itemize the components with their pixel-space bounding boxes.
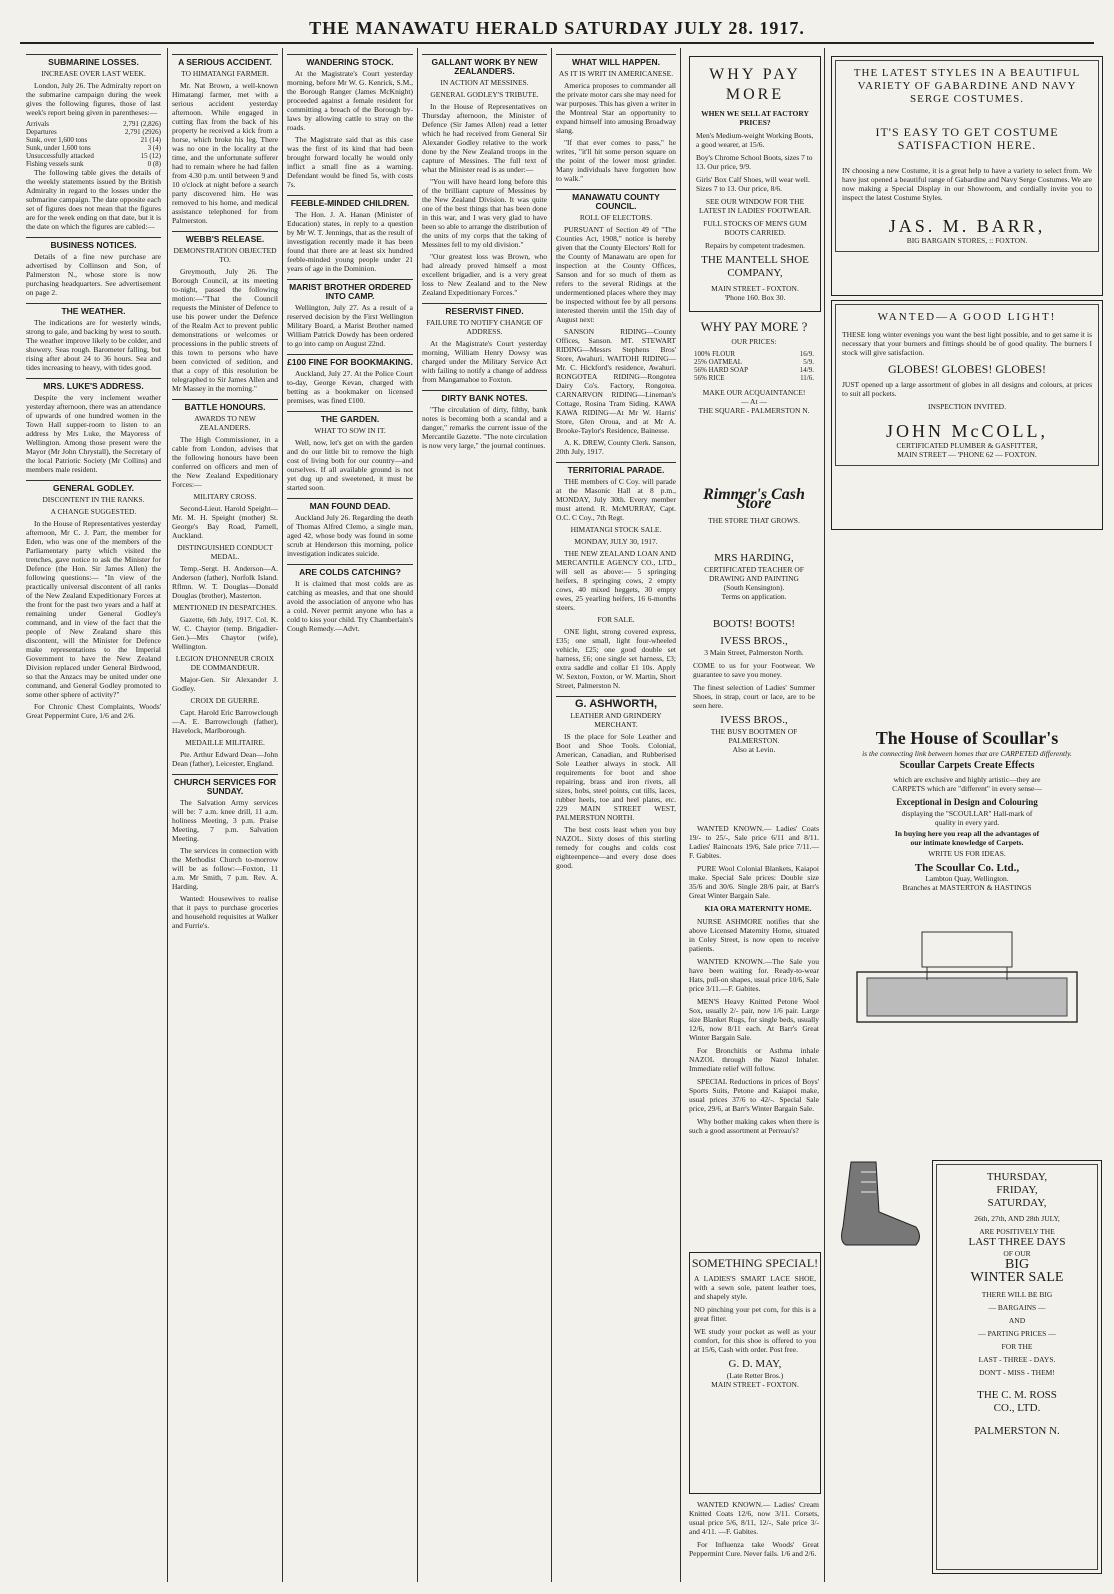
headline: DIRTY BANK NOTES.	[422, 390, 547, 403]
ivess-bros-ad: BOOTS! BOOTS! IVESS BROS., 3 Main Street, Palmerston North. COME to us for your Footwear. We guarantee to save you money. The finest selection of Ladies' Summer Shoes, in strap, court or lace, are to be seen here. IVESS BROS., THE BUSY BOOTMEN OF PALMERSTON. Also at Levin.	[693, 618, 815, 754]
article-text: Mr. Nat Brown, a well-known Himatangi farmer, met with a serious accident yesterday afternoon. While engaged in cutting flax from the back of his property he received a kick from a horse, which broke his leg. There was no one in the locality at the time, and the unfortunate sufferer had to remain where he had fallen from 4.30 p.m. until between 9 and 10 o'clock at night before a search party discovered him. He was removed to his home, and medical assistance telephoned for from Palmerston.	[172, 81, 278, 225]
subhead: IN ACTION AT MESSINES.	[440, 78, 529, 87]
subhead: AS IT IS WRIT IN AMERICANESE.	[558, 69, 674, 78]
headline: SUBMARINE LOSSES.	[26, 54, 161, 67]
classified-ads	[689, 824, 819, 1244]
headline: A SERIOUS ACCIDENT.	[172, 54, 278, 67]
article-text: ONE light, strong covered express, £35; one small, light four-wheeled vehicle, £25; one good double set harness, £6; one single set harness, £3; extra saddle and collar £1 10s. Apply W. Sexton, Foxton, or W. Martin, Short Street, Palmerston N.	[556, 627, 676, 690]
headline: CHURCH SERVICES FOR SUNDAY.	[172, 774, 278, 796]
mrs-harding-ad: MRS HARDING, CERTIFICATED TEACHER OF DRAWING AND PAINTING (South Kensington). Terms on application.	[704, 552, 804, 601]
article-text: THE members of C Coy. will parade at the Masonic Hall at 8 p.m., MONDAY, July 30th. Every member must attend. R. McMURRAY, Capt. O.C. C Coy., 7th Regt.	[556, 477, 676, 522]
article-text: Pte. Arthur Edward Dean—John Dean (father), Leicester, England.	[172, 750, 278, 768]
headline: MRS. LUKE'S ADDRESS.	[26, 378, 161, 391]
article-text: The best costs least when you buy NAZOL. Sixty doses of this sterling remedy for coughs and colds cost eighteenpence—and every dose does good.	[556, 825, 676, 870]
table-row: 56% RICE 11/6.	[694, 374, 814, 382]
article-text: THE NEW ZEALAND LOAN AND MERCANTILE AGENCY CO., LTD., will sell as above:— 5 springing heifers, 8 springing cows, 2 empty cows, 40 mixed heggets, 30 empty ewes, 25 yearling heifers, 16 6-months steers.	[556, 549, 676, 612]
subhead: MONDAY, JULY 30, 1917.	[574, 537, 658, 546]
headline: £100 FINE FOR BOOKMAKING.	[287, 354, 413, 367]
classified: MEN'S Heavy Knitted Petone Wool Sox, usually 2/- pair, now 1/6 pair. Large size Blanket Rugs, for single beds, usually 12/6, now 8/11 each. At Barr's Great Winter Bargain Sale.	[689, 997, 819, 1042]
table-row: Unsuccessfully attacked 15 (12)	[26, 152, 161, 160]
classified: WANTED KNOWN.— Ladies' Coats 19/- to 25/-, Sale price 6/11 and 8/11. Ladies' Raincoats 19/6, Sale price 7/11.—F. Gabites.	[689, 824, 819, 860]
article-text: In the House of Representatives yesterday afternoon, Mr C. J. Parr, the member for Eden, who was one of the members of the Parliamentary party which visited the trenches, gave notice to ask the Minister for Defence (the Hon. Sir James Allen) the following questions:— "In view of the practically universal discontent of all ranks of the New Zealand Expeditionary Forces at the front for the past two years and a half at remaining under General Godley's command, and in view of the fact that the people of New Zealand share this discontent, will the Minister for Defence make representations to the Imperial Government to have the New Zealand Division replaced under General Birdwood, so that the Anzacs may be united under one command, and General Godley promoted to some other sphere of activity?"	[26, 519, 161, 699]
article-text: At the Magistrate's Court yesterday morning, before Mr W. G. Kenrick, S.M., the Borough Ranger (James McKnight) proceeded against a female resident for committing a breach of the Borough by-laws by allowing cattle to stray on the roads.	[287, 69, 413, 132]
why-pay-more-ad: WHY PAY MORE ? OUR PRICES: 100% FLOUR 16/9. 25% OATMEAL 5/9. 56% HARD SOAP 14/9. 56% RICE 11/6. MAKE OUR ACQUAINTANCE! — At — THE SQUARE - PALMERSTON N.	[694, 319, 814, 415]
classified: SPECIAL Reductions in prices of Boys' Sports Suits, Petone and Kaiapoi make, usual prices 37/6 to 42/-. Special Sale price, 29/6, at Barr's Winter Bargain Sale.	[689, 1077, 819, 1113]
table-row: 100% FLOUR 16/9.	[694, 350, 814, 358]
gd-may-ad: SOMETHING SPECIAL! A LADIES'S SMART LACE SHOE, with a sewn sole, patent leather toes, and shapely style. NO pinching your pet corn, for this is a great fitter. WE study your pocket as well as your comfort, for this shoe is offered to you at 15/6, Cash with order. Post free. G. D. MAY, (Late Retter Bros.) MAIN STREET - FOXTON.	[689, 1252, 821, 1494]
article-text: For Chronic Chest Complaints, Woods' Great Peppermint Cure, 1/6 and 2/6.	[26, 702, 161, 720]
column-rule	[824, 48, 825, 1582]
article-text: The indications are for westerly winds, strong to gale, and backing by west to south. The weather improve likely to be colder, and showery. Seas rough. Barometer falling, but rising after about 24 to 36 hours. Sea and tides increasing to heavy, with tides good.	[26, 318, 161, 372]
subhead: AWARDS TO NEW ZEALANDERS.	[194, 414, 256, 432]
headline: THE GARDEN.	[287, 411, 413, 424]
article-text: "The circulation of dirty, filthy, bank notes is becoming both a scandal and a danger," remarks the current issue of the Mercantile Gazette. "The note circulation is now very large," the journal continues.	[422, 405, 547, 450]
subhead: MEDAILLE MILITAIRE.	[185, 738, 265, 747]
subhead: FOR SALE.	[597, 615, 635, 624]
headline: GENERAL GODLEY.	[26, 480, 161, 493]
subhead: TO HIMATANGI FARMER.	[181, 69, 269, 78]
classified: PURE Wool Colonial Blankets, Kaiapoi make. Special Sale prices: Double size 35/6 and 30/6. Single 28/6 pair, at Barr's Great Winter Bargain Sale.	[689, 864, 819, 900]
article-text: Well, now, let's get on with the garden and do our little bit to remove the high cost of living both for our country—and ourselves. If all available ground is not yet dug up and sweetened, it must be started soon.	[287, 438, 413, 492]
article-text: Auckland, July 27. At the Police Court to-day, George Kevan, charged with betting as a bookmaker on licensed premises, was fined £100.	[287, 369, 413, 405]
subhead: GENERAL GODLEY'S TRIBUTE.	[430, 90, 539, 99]
headline: GALLANT WORK BY NEW ZEALANDERS.	[422, 54, 547, 76]
column-1	[26, 48, 161, 1582]
headline: WHAT WILL HAPPEN.	[556, 54, 676, 67]
subhead: DISTINGUISHED CONDUCT MEDAL.	[177, 543, 273, 561]
subhead: MENTIONED IN DESPATCHES.	[172, 603, 278, 612]
article-text: The following table gives the details of the weekly statements issued by the British Admiralty in regard to the losses under the submarine campaign. The date opposite each set of figures does not mean that the figures are for the week ending on that date, but it is the date on which the figures are cabled:—	[26, 168, 161, 231]
article-text: In the House of Representatives on Thursday afternoon, the Minister of Defence (Sir James Allen) read a letter which he had received from General Sir Alexander Godley relative to the work done by the New Zealand troops in the capture of Messines. The full text of what the Minister read is as under:—	[422, 102, 547, 174]
column-5	[556, 48, 676, 1582]
article-text: London, July 26. The Admiralty report on the submarine campaign during the week gives the following figures, those of last week's report being given in parentheses:—	[26, 81, 161, 117]
table-row: Sunk, over 1,600 tons 21 (14)	[26, 136, 161, 144]
headline: THE WEATHER.	[26, 303, 161, 316]
subhead: LEGION D'HONNEUR CROIX DE COMMANDEUR.	[175, 654, 275, 672]
table-row: Departures 2,791 (2926)	[26, 128, 161, 136]
article-text: At the Magistrate's Court yesterday morning, William Henry Dowsy was charged under the Military Service Act with failing to notify a change of address from Mangamahoe to Foxton.	[422, 339, 547, 384]
headline: WEBB'S RELEASE.	[172, 231, 278, 244]
table-row: Fishing vessels sunk 0 (8)	[26, 160, 161, 168]
article-text: "If that ever comes to pass," he writes, "it'll hit some person square on the point of the lower most grinder. Many individuals have forgotten how to walk."	[556, 138, 676, 183]
classified-heading: KIA ORA MATERNITY HOME.	[704, 904, 812, 913]
subhead: DISCONTENT IN THE RANKS.	[42, 495, 145, 504]
column-3	[287, 48, 413, 1582]
article-text: Second-Lieut. Harold Speight—Mr. M. H. Speight (mother) St. George's Bay Road, Parnell, Auckland.	[172, 504, 278, 540]
masthead: THE MANAWATU HERALD SATURDAY JULY 28. 1917.	[20, 18, 1094, 44]
rimmers-ad: Rimmer's Cash Store THE STORE THAT GROWS.	[689, 484, 819, 544]
article-text: Capt. Harold Eric Barrowclough —A. E. Barrowclough (father), Havelock, Marlborough.	[172, 708, 278, 735]
subhead: INCREASE OVER LAST WEEK.	[41, 69, 146, 78]
table-row: 56% HARD SOAP 14/9.	[694, 366, 814, 374]
headline: BATTLE HONOURS.	[172, 399, 278, 412]
subhead: FAILURE TO NOTIFY CHANGE OF ADDRESS.	[426, 318, 543, 336]
article-text: "You will have heard long before this of the brilliant capture of Messines by the New Zealand Division. It was quite one of the best things that has been done in this war, and I was very glad to have been so able to arrange the distribution of the units of my corps that the taking of Messines fell to my old division."	[422, 177, 547, 249]
article-text: The Salvation Army services will be: 7 a.m. knee drill, 11 a.m. holiness Meeting, 3 p.m. Praise Meeting, 7 p.m. Salvation Meeting.	[172, 798, 278, 843]
article-text: A. K. DREW, County Clerk. Sanson, 20th July, 1917.	[556, 438, 676, 456]
headline: BUSINESS NOTICES.	[26, 237, 161, 250]
headline: MARIST BROTHER ORDERED INTO CAMP.	[287, 279, 413, 301]
column-4	[422, 48, 547, 1582]
headline: RESERVIST FINED.	[422, 303, 547, 316]
subhead: HIMATANGI STOCK SALE.	[570, 525, 662, 534]
john-mccoll-ad: WANTED—A GOOD LIGHT! THESE long winter evenings you want the best light possible, and to get same it is necessary that your burners and fittings should be of good quality. The burners I stock will give satisfaction. GLOBES! GLOBES! GLOBES! JUST opened up a large assortment of globes in all designs and colours, at prices to suit all pockets. INSPECTION INVITED. JOHN McCOLL, CERTIFICATED PLUMBER & GASFITTER, MAIN STREET — 'PHONE 62 — FOXTON.	[831, 300, 1103, 530]
classified: Why bother making cakes when there is such a good assortment at Perreau's?	[689, 1117, 819, 1135]
column-rule	[551, 48, 552, 1582]
article-text: PURSUANT of Section 49 of "The Counties Act, 1908," notice is hereby given that the County Electors' Roll for the County of Manawatu are open for inspection at the County Offices, Sanson and for so much of them as refers to the several Ridings at the undermentioned places where they may be inspected without fee by all persons interested therein until the 15th day of August next:	[556, 225, 676, 324]
column-2	[172, 48, 278, 1582]
cm-ross-ad: THURSDAY, FRIDAY, SATURDAY, 26th, 27th, AND 28th JULY, ARE POSITIVELY THE LAST THREE DAYS OF OUR BIG WINTER SALE THERE WILL BE BIG — BARGAINS — AND — PARTING PRICES — FOR THE LAST - THREE - DAYS. DON'T - MISS - THEM! THE C. M. ROSS CO., LTD. PALMERSTON N.	[932, 1160, 1102, 1574]
subhead: A CHANGE SUGGESTED.	[50, 507, 137, 516]
article-text: Auckland July 26. Regarding the death of Thomas Alfred Clemo, a single man, aged 42, whose body was found in some scrub at Henderson this morning, police investigation indicates suicide.	[287, 513, 413, 558]
classified: NURSE ASHMORE notifies that she above Licensed Maternity Home, situated in Coley Street, is now open to receive patients.	[689, 917, 819, 953]
headline: MANAWATU COUNTY COUNCIL.	[556, 189, 676, 211]
subhead: ROLL OF ELECTORS.	[579, 213, 653, 222]
classified: For Bronchitis or Asthma inhale NAZOL through the Nazol Inhaler. Immediate relief will follow.	[689, 1046, 819, 1073]
loss-table	[26, 120, 161, 168]
table-row: 25% OATMEAL 5/9.	[694, 358, 814, 366]
article-text: Details of a fine new purchase are advertised by Collinson and Son, of Palmerston N., whose store is now purchasing headquarters. See advertisement on page 2.	[26, 252, 161, 297]
subhead: MILITARY CROSS.	[193, 492, 257, 501]
article-text: The services in connection with the Methodist Church to-morrow will be as follow:—Foxton, 11 a.m. Mr Smith, 7 p.m. Rev. A. Harding.	[172, 846, 278, 891]
article-text: SANSON RIDING—County Offices, Sanson. MT. STEWART RIDING—Messrs Stephens Bros' Store, Awahuri. WAITOHI RIDING—Mr. C. Hickford's residence, Awahuri. RONGOTEA RIDING—Rongotea Dairy Co's. Factory, Rongotea. CARNARVON RIDING—Lineman's Cottage, Rosina Tram Siding. KAWA KAWA RIDING—At Mr W. Harris' Store, Glen Oroua, and at Mr A. Brooke-Taylor's Residence, Bainesse.	[556, 327, 676, 435]
subhead: LEATHER AND GRINDERY MERCHANT.	[570, 711, 662, 729]
article-text: Major-Gen. Sir Alexander J. Godley.	[172, 675, 278, 693]
headline: WANDERING STOCK.	[287, 54, 413, 67]
lace-shoe-icon	[831, 1157, 926, 1257]
classified: WANTED KNOWN.— Ladies' Cream Knitted Coats 12/6, now 3/11. Corsets, usual price 5/6, 8/11, 12/-, Sale price 3/- and 4/11. —F. Gabites.	[689, 1500, 819, 1536]
carpet-illustration	[837, 892, 1097, 1032]
classified: For Influenza take Woods' Great Peppermint Cure. Never fails. 1/6 and 2/6.	[689, 1540, 819, 1558]
column-rule	[680, 48, 681, 1582]
article-text: Despite the very inclement weather yesterday afternoon, there was an attendance of upwards of one hundred women in the Town Hall supper-room to listen to an address by Mrs Luke, the Mayoress of Wellington. Among those present were the Mayor (Mr John Chrystall), the Secretary of the local Patriotic Society (Mr Collins) and members male resident.	[26, 393, 161, 474]
headline: MAN FOUND DEAD.	[287, 498, 413, 511]
shoe-illustration	[831, 1157, 926, 1257]
article-text: Wanted: Housewives to realise that it pays to purchase groceries and household requisites at Walker and Furrie's.	[172, 894, 278, 930]
article-text: Greymouth, July 26. The Borough Council, at its meeting to-night, passed the following motion:—"That the Council requests the Minister of Defence to use his power under the Defence of the Realm Act to prevent public demonstrations or welcomes or processions in the public streets of this town to persons who have been convicted of sedition, and that a copy of this resolution be telegraphed to Sir James Allen and Mr Massey in the morning."	[172, 267, 278, 393]
price-list	[694, 350, 814, 382]
article-text: America proposes to commander all the private motor cars she may need for war purposes. This has given a writer in the Montreal Star an opportunity to expand himself into amusing Broadway slang.	[556, 81, 676, 135]
table-row: Sunk, under 1,600 tons 3 (4)	[26, 144, 161, 152]
jas-barr-ad: THE LATEST STYLES IN A BEAUTIFUL VARIETY OF GABARDINE AND NAVY SERGE COSTUMES. IT'S EASY TO GET COSTUME SATISFACTION HERE. IN choosing a new Costume, it is a great help to have a variety to select from. We have just opened a beautiful range of Gabardine and Navy Serge Costumes. We are now making a Special Display in our Showroom, and cordially invite you to inspect the latest Costume Styles. JAS. M. BARR, BIG BARGAIN STORES, :: FOXTON.	[831, 56, 1103, 296]
article-text: The Hon. J. A. Hanan (Minister of Education) states, in reply to a question by Mr W. T. Jennings, that as the result of investigation recently made it has been found that there are at least six hundred feeble-minded young people under 21 years of age in the Dominion.	[287, 210, 413, 273]
column-rule	[417, 48, 418, 1582]
article-text: "Our greatest loss was Brown, who had already proved himself a most excellent brigadier, and is a very great loss to New Zealand and to the New Zealand Expeditionary Forces."	[422, 252, 547, 297]
article-text: IS the place for Sole Leather and Boot and Shoe Tools. Colonial, American, Canadian, and Rubberised Sole Leather always in stock. All requirements for boot and shoe repairing, brass and iron rivets, all sizes, hobs, steel points, cut tills, laces, rubber heels, toe and heel plates, etc. 229 MAIN STREET WEST, PALMERSTON NORTH.	[556, 732, 676, 822]
article-text: It is claimed that most colds are as catching as measles, and that one should avoid the association of anyone who has a cold. Never permit anyone who has a cold to kiss your child. Try Chamberlain's Cough Remedy.—Advt.	[287, 579, 413, 633]
subhead: WHAT TO SOW IN IT.	[314, 426, 386, 435]
article-text: Wellington, July 27. As a result of a reserved decision by the First Wellington Military Board, a Marist Brother named William Patrick Dowdy has been ordered to go into camp on August 22nd.	[287, 303, 413, 348]
rimmers-logo: Rimmer's Cash Store	[703, 486, 805, 512]
headline: G. ASHWORTH,	[556, 696, 676, 709]
table-row: Arrivals 2,791 (2,826)	[26, 120, 161, 128]
classified-ads-bottom	[689, 1500, 819, 1580]
mantell-shoe-ad: WHY PAY MORE WHEN WE SELL AT FACTORY PRICES? Men's Medium-weight Working Boots, a good wearer, at 15/6. Boy's Chrome School Boots, sizes 7 to 13. Our price, 9/9. Girls' Box Calf Shoes, will wear well. Sizes 7 to 13. Our price, 8/6. SEE OUR WINDOW FOR THE LATEST IN LADIES' FOOTWEAR. FULL STOCKS OF MEN'S GUM BOOTS CARRIED. Repairs by competent tradesmen. THE MANTELL SHOE COMPANY, MAIN STREET - FOXTON. 'Phone 160. Box 30.	[689, 56, 821, 312]
article-text: The Magistrate said that as this case was the first of its kind that had been brought forward locally he would only inflict a small fine as a warning. Defendant would be fined 5s, with costs 7s.	[287, 135, 413, 189]
subhead: CROIX DE GUERRE.	[190, 696, 260, 705]
article-text: Gazette, 6th July, 1917. Col. K. W. C. Chaytor (temp. Brigadier-Gen.)—Mrs Chaytor (wife), Wellington.	[172, 615, 278, 651]
article-text: Temp.-Sergt. H. Anderson—A. Anderson (father), Norfolk Island. Rflmn. W. T. Douglas—Donald Douglas (brother), Masterton.	[172, 564, 278, 600]
classified: WANTED KNOWN.—The Sale you have been waiting for. Ready-to-wear Hats, pull-on shapes, usual price 10/6, Sale price 3/11.—F. Gabites.	[689, 957, 819, 993]
subhead: DEMONSTRATION OBJECTED TO.	[173, 246, 277, 264]
article-text: The High Commissioner, in a cable from London, advises that the following honours have been conferred on officers and men of the New Zealand Expeditionary Forces:—	[172, 435, 278, 489]
headline: FEEBLE-MINDED CHILDREN.	[287, 195, 413, 208]
column-rule	[282, 48, 283, 1582]
headline: ARE COLDS CATCHING?	[287, 564, 413, 577]
scoullar-ad: The House of Scoullar's is the connecting link between homes that are CARPETED differently. Scoullar Carpets Create Effects which are exclusive and highly artistic—they are CARPETS which are "different" in every sense— Exceptional in Design and Colouring displaying the "SCOULLAR" Hall-mark of quality in every yard. In buying here you reap all the advantages of our intimate knowledge of Carpets. WRITE US FOR IDEAS. The Scoullar Co. Ltd., Lambton Quay, Wellington. Branches at MASTERTON & HASTINGS	[831, 728, 1103, 1053]
column-rule	[167, 48, 168, 1582]
headline: TERRITORIAL PARADE.	[556, 462, 676, 475]
